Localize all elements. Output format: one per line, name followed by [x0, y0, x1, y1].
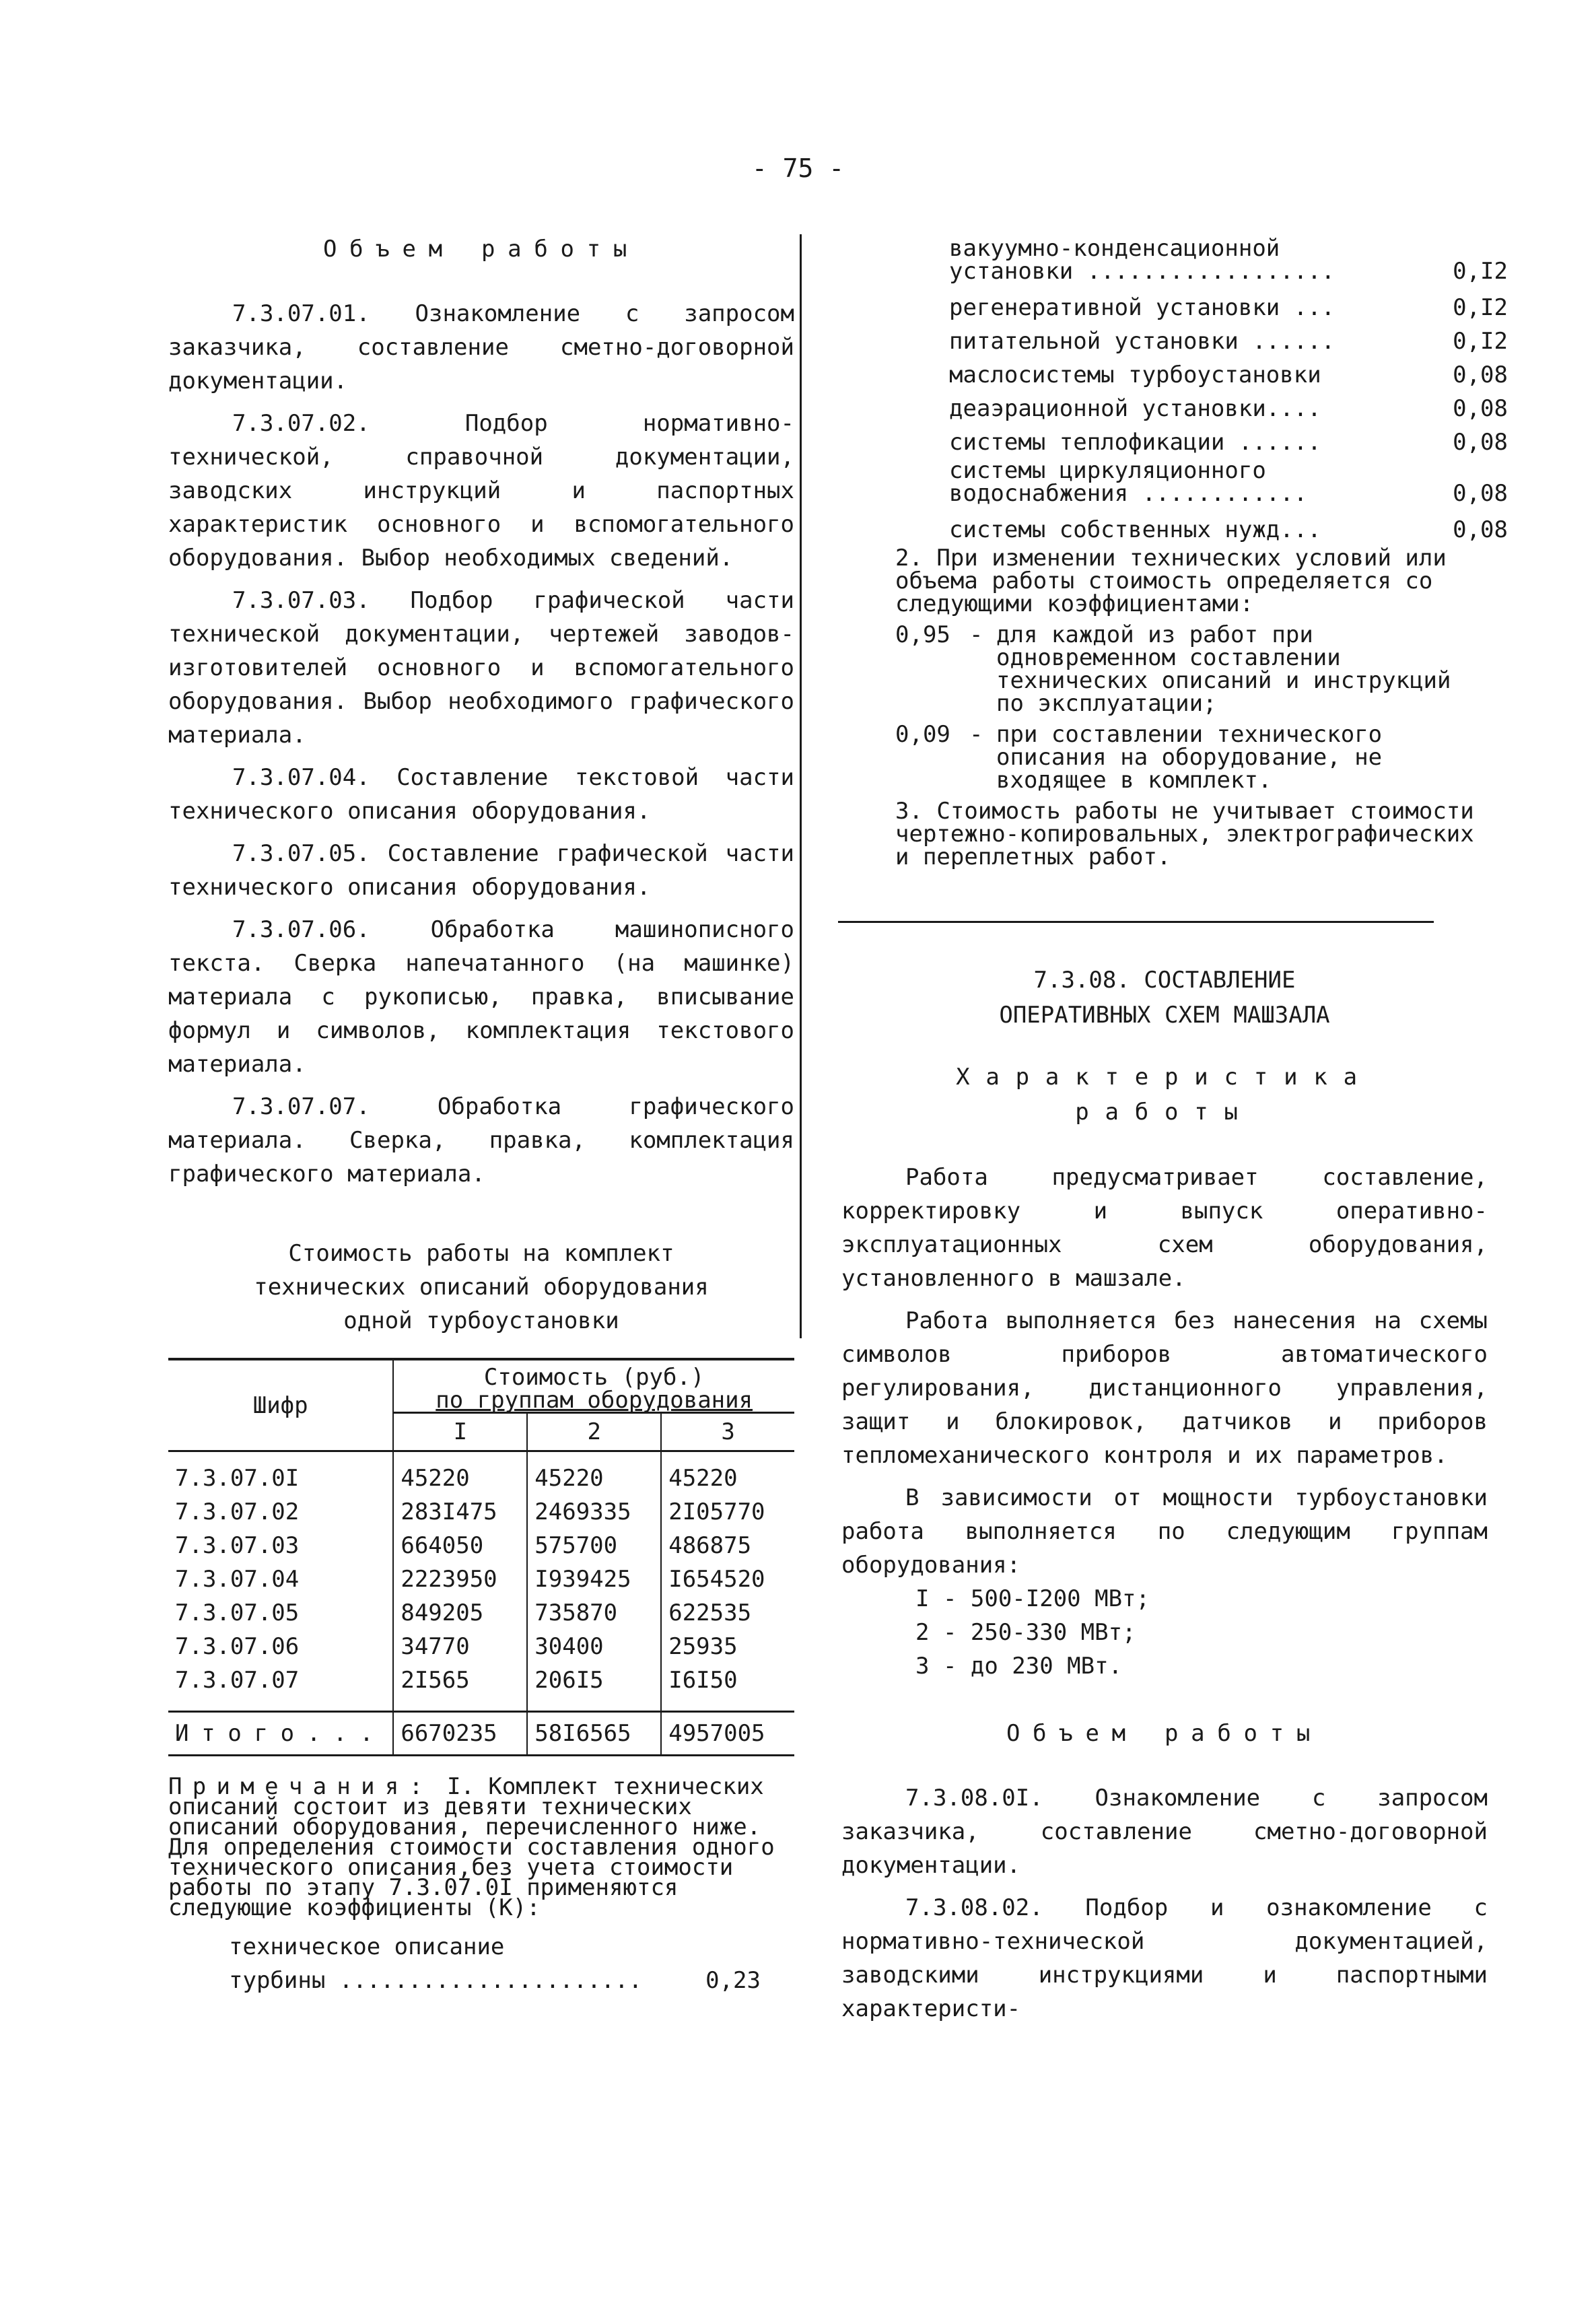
table-row: 7.3.07.03 664050 575700 486875 — [168, 1529, 794, 1562]
section-divider — [838, 921, 1434, 923]
scope-item: 7.3.07.07. Обработка графического материала. Сверка, правка, комплектация графического материала. — [168, 1093, 794, 1187]
group-header-1: I — [393, 1413, 527, 1451]
caption-line: Стоимость работы на комплект — [288, 1240, 674, 1267]
scope-heading: Объем работы — [322, 236, 640, 263]
col-cost-header — [393, 1359, 794, 1413]
characteristic-heading: Характеристика работы — [956, 1064, 1373, 1126]
table-row: 7.3.07.05 849205 735870 622535 — [168, 1596, 794, 1630]
section-title — [841, 963, 1488, 1033]
coef-item: питательной установки ...... 0,I2 — [949, 328, 1508, 355]
cost-table — [168, 1358, 794, 1756]
coef-item: системы циркуляционного водоснабжения ............ 0,08 — [949, 457, 1508, 507]
scope-item: 7.3.07.05. Составление графической части технического описания оборудования. — [168, 840, 794, 901]
section-code: 7.3.08. СОСТАВЛЕНИЕ — [1033, 967, 1296, 994]
left-column — [168, 232, 794, 1997]
notes-label: Примечания: — [168, 1773, 433, 1800]
coef-item: системы собственных нужд... 0,08 — [949, 516, 1508, 543]
scope-item: 7.3.07.01. Ознакомление с запросом заказчика, составление сметно-договорной документации. — [168, 300, 794, 394]
table-row: 7.3.07.0I 45220 45220 45220 — [168, 1451, 794, 1496]
coeff-notes — [895, 547, 1481, 868]
col-code-header: Шифр — [168, 1359, 393, 1451]
col-cost-header-line-1: Стоимость (руб.) — [483, 1364, 705, 1391]
coeff-list — [895, 623, 1481, 792]
scope-heading-right: Объем работы — [1006, 1720, 1323, 1747]
notes — [168, 1773, 794, 1921]
group-header-3: 3 — [661, 1413, 794, 1451]
caption-line: технических описаний оборудования — [254, 1274, 709, 1301]
coeff-list-item: 0,09 - при составлении технического описания на оборудование, не входящее в комплект. — [895, 721, 1383, 794]
caption-line: одной турбоустановки — [343, 1307, 619, 1334]
right-column — [841, 235, 1508, 2034]
coef-item: маслосистемы турбоустановки 0,08 — [949, 361, 1508, 388]
coeff-list-item: 0,95 - для каждой из работ при одновременном составлении технических описаний и инструкций по эксплуатации; — [895, 621, 1451, 717]
table-caption — [168, 1237, 794, 1338]
characteristic-paragraph: Работа выполняется без нанесения на схемы символов приборов автоматического регулирования, дистанционного управления, защит и блокировок, датчиков и приборов тепломеханического контроля и их параметров. — [841, 1307, 1488, 1469]
note-3: 3. Стоимость работы не учитывает стоимости чертежно-копировальных, электрографических и переплетных работ. — [895, 798, 1474, 870]
group-list — [915, 1582, 1488, 1683]
table-total-row: Итого... 6670235 58I6565 4957005 — [168, 1712, 794, 1756]
coef-item: турбины ...................... 0,23 — [229, 1967, 761, 1994]
coef-item: деаэрационной установки.... 0,08 — [949, 395, 1508, 422]
scope-item: 7.3.07.03. Подбор графической части технической документации, чертежей заводов-изготовителей основного и вспомогательного оборудования. Выбор необходимого графического материала. — [168, 587, 794, 749]
characteristic-paragraph: Работа предусматривает составление, корректировку и выпуск оперативно-эксплуатационных схем оборудования, установленного в машзале. — [841, 1164, 1488, 1292]
col-cost-header-line-2: по группам оборудования — [436, 1387, 753, 1414]
scope-item: 7.3.07.04. Составление текстовой части технического описания оборудования. — [168, 764, 794, 825]
coef-item: регенеративной установки ... 0,I2 — [949, 294, 1508, 321]
table-row: 7.3.07.02 283I475 2469335 2I05770 — [168, 1495, 794, 1529]
column-divider — [800, 234, 802, 1338]
coef-item: системы теплофикации ...... 0,08 — [949, 429, 1508, 456]
group-item: 2 - 250-330 МВт; — [915, 1619, 1136, 1646]
group-header-2: 2 — [527, 1413, 661, 1451]
table-row: 7.3.07.07 2I565 206I5 I6I50 — [168, 1663, 794, 1712]
page-number: - 75 - — [751, 153, 845, 183]
characteristic-paragraph: В зависимости от мощности турбоустановки работа выполняется по следующим группам оборудования: — [841, 1484, 1488, 1579]
note-2: 2. При изменении технических условий или объема работы стоимость определяется со следующими коэффициентами: — [895, 545, 1447, 617]
section-name: ОПЕРАТИВНЫХ СХЕМ МАШЗАЛА — [999, 1002, 1330, 1029]
scope-item: 7.3.07.06. Обработка машинописного текста. Сверка напечатанного (на машинке) материала с рукописью, правка, вписывание формул и символов, комплектация текстового материала. — [168, 916, 794, 1078]
notes-text: I. Комплект технических описаний состоит из девяти технических описаний оборудования, перечисленного ниже. Для определения стоимости составления одного технического описания,без учета стоимости работы по этапу 7.3.07.0I применяются следующие коэффициенты (К): — [168, 1773, 775, 1921]
scope-item: 7.3.08.02. Подбор и ознакомление с нормативно-технической документацией, заводскими инструкциями и паспортными характеристи- — [841, 1894, 1488, 2022]
group-item: 3 - до 230 МВт. — [915, 1653, 1123, 1680]
coef-left-label: техническое описание — [229, 1933, 505, 1960]
table-row: 7.3.07.04 2223950 I939425 I654520 — [168, 1562, 794, 1596]
group-item: I - 500-I200 МВт; — [915, 1585, 1150, 1612]
table-row: 7.3.07.06 34770 30400 25935 — [168, 1630, 794, 1663]
scope-item: 7.3.07.02. Подбор нормативно-технической, справочной документации, заводских инструкций и паспортных характеристик основного и вспомогательного оборудования. Выбор необходимых сведений. — [168, 410, 794, 572]
coef-item: вакуумно-конденсационной установки .................. 0,I2 — [949, 235, 1508, 285]
scope-item: 7.3.08.0I. Ознакомление с запросом заказчика, составление сметно-договорной документации. — [841, 1785, 1488, 1879]
